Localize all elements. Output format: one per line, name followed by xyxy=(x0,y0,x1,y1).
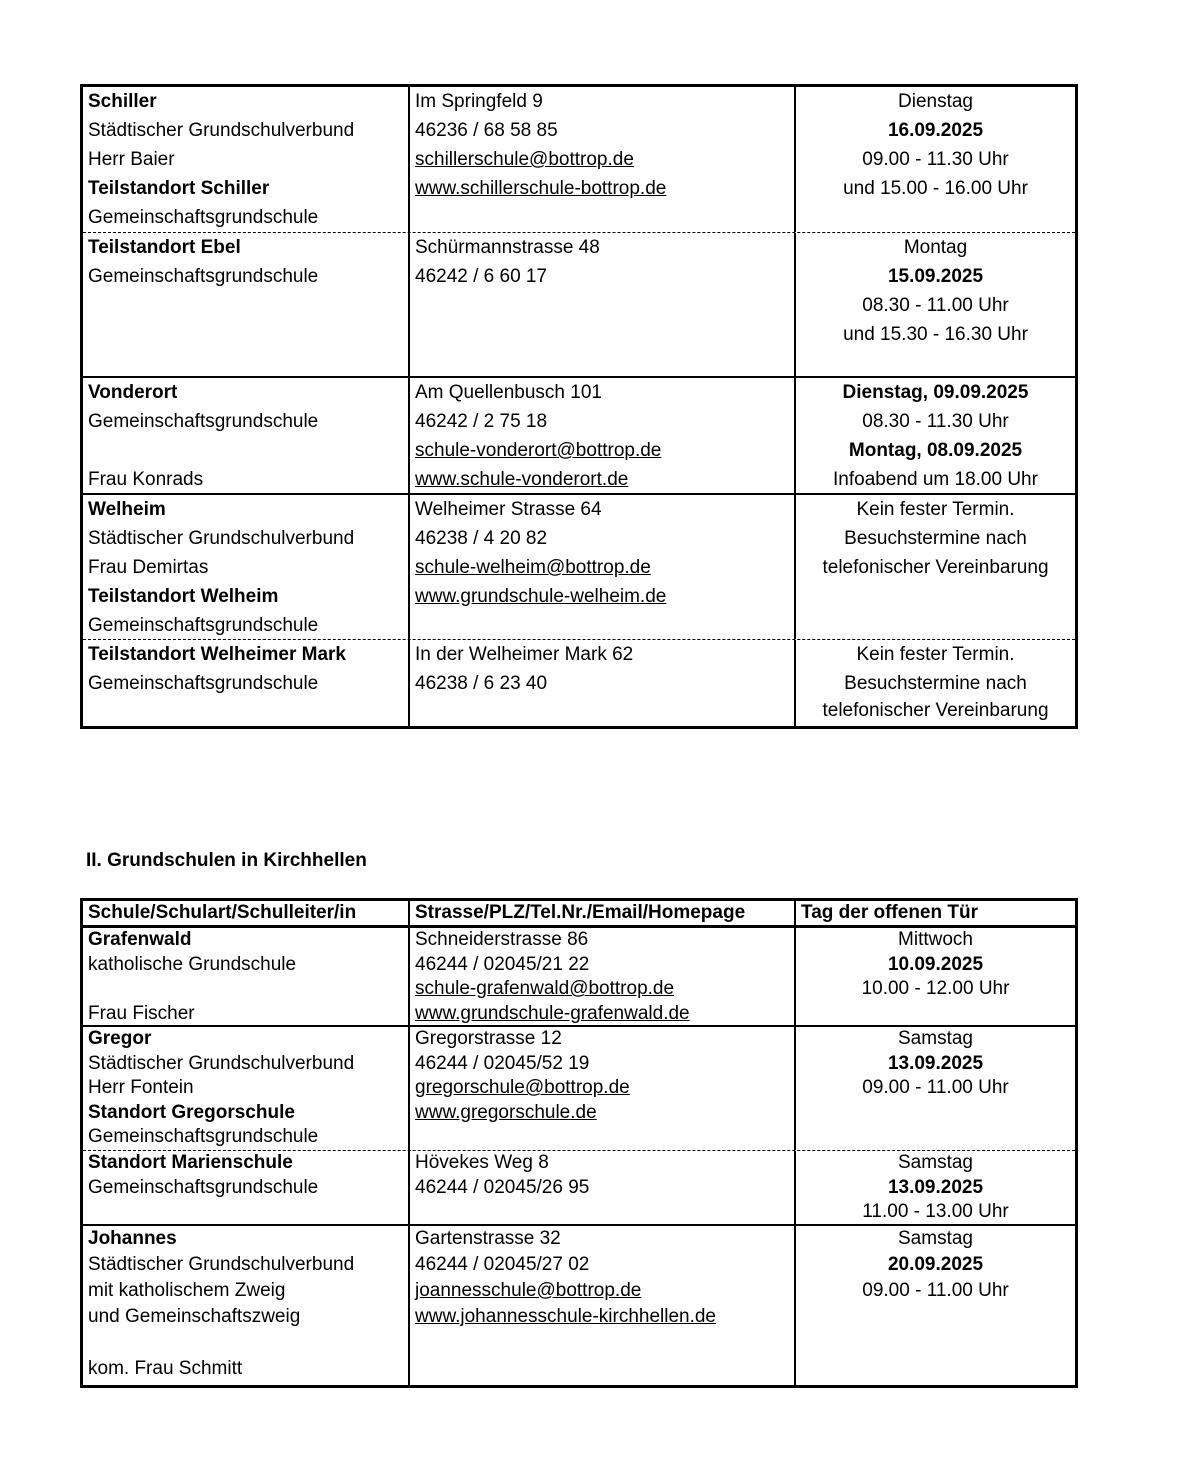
homepage-link[interactable]: www.schillerschule-bottrop.de xyxy=(415,178,667,199)
postal-phone: 46244 / 02045/26 95 xyxy=(415,1176,590,1198)
site-type: Gemeinschaftsgrundschule xyxy=(88,1176,319,1198)
time-extra: und 15.00 - 16.00 Uhr xyxy=(843,178,1028,199)
school-type: Städtischer Grundschulverbund xyxy=(88,120,355,141)
street: Gartenstrasse 32 xyxy=(415,1228,561,1249)
note: Kein fester Termin. xyxy=(856,499,1015,520)
school-name: Schiller xyxy=(88,91,157,112)
email-link[interactable]: gregorschule@bottrop.de xyxy=(415,1077,630,1099)
time: 08.30 - 11.00 Uhr xyxy=(862,295,1009,316)
table-header xyxy=(83,901,1075,928)
address-cell xyxy=(410,378,796,493)
email-link[interactable]: schule-grafenwald@bottrop.de xyxy=(415,978,675,1000)
address-cell xyxy=(410,495,796,639)
time: 09.00 - 11.00 Uhr xyxy=(862,1280,1009,1301)
postal-phone: 46236 / 68 58 85 xyxy=(415,120,558,141)
time-extra: und 15.30 - 16.30 Uhr xyxy=(843,324,1028,345)
site-type: Gemeinschaftsgrundschule xyxy=(88,673,319,694)
time: 11.00 - 13.00 Uhr xyxy=(862,1201,1009,1223)
school-type: Städtischer Grundschulverbund xyxy=(88,528,355,549)
site-type: Gemeinschaftsgrundschule xyxy=(88,615,319,636)
open-day-cell xyxy=(796,87,1075,232)
table-row xyxy=(83,640,1075,726)
blank-line xyxy=(88,436,403,465)
site-name: Teilstandort Schiller xyxy=(88,178,270,199)
school-head: Herr Fontein xyxy=(88,1077,194,1099)
site-name: Teilstandort Ebel xyxy=(88,237,241,258)
blank-line xyxy=(88,1330,403,1356)
postal-phone: 46238 / 4 20 82 xyxy=(415,528,548,549)
open-day-cell xyxy=(796,1027,1075,1150)
header-school: Schule/Schulart/Schulleiter/in xyxy=(88,902,357,923)
site-type: Gemeinschaftsgrundschule xyxy=(88,266,319,287)
date: 15.09.2025 xyxy=(887,266,984,287)
section-heading: II. Grundschulen in Kirchhellen xyxy=(86,850,367,871)
street: In der Welheimer Mark 62 xyxy=(415,644,634,665)
school-name: Gregor xyxy=(88,1028,152,1049)
site-name: Teilstandort Welheim xyxy=(88,586,279,607)
note: Besuchstermine nach xyxy=(844,673,1027,694)
school-head: Herr Baier xyxy=(88,149,175,170)
school-type: Gemeinschaftsgrundschule xyxy=(88,411,319,432)
weekday: Samstag xyxy=(898,1028,973,1049)
table-row xyxy=(83,1226,1075,1385)
school-cell xyxy=(83,1027,410,1150)
header-address: Strasse/PLZ/Tel.Nr./Email/Homepage xyxy=(415,902,746,923)
homepage-link[interactable]: www.grundschule-welheim.de xyxy=(415,586,667,607)
weekday: Samstag xyxy=(898,1152,973,1173)
open-day-cell xyxy=(796,378,1075,493)
table-row xyxy=(83,928,1075,1027)
open-day-cell xyxy=(796,495,1075,639)
address-cell xyxy=(410,233,796,376)
school-table-kirchhellen xyxy=(80,898,1078,1388)
school-cell xyxy=(83,378,410,493)
note: telefonischer Vereinbarung xyxy=(822,557,1049,578)
postal-phone: 46244 / 02045/21 22 xyxy=(415,953,590,975)
address-cell xyxy=(410,1226,796,1385)
site-type: Gemeinschaftsgrundschule xyxy=(88,1126,319,1148)
date: 20.09.2025 xyxy=(887,1254,984,1275)
note: telefonischer Vereinbarung xyxy=(822,700,1049,721)
table-row xyxy=(83,495,1075,640)
date: 13.09.2025 xyxy=(887,1176,984,1198)
school-name: Welheim xyxy=(88,499,166,520)
school-name: Johannes xyxy=(88,1228,177,1249)
address-cell xyxy=(410,1151,796,1224)
school-table-bottrop xyxy=(80,84,1078,729)
school-head: kom. Frau Schmitt xyxy=(88,1358,243,1379)
site-name: Standort Gregorschule xyxy=(88,1101,295,1123)
date: 10.09.2025 xyxy=(887,953,984,975)
school-cell xyxy=(83,928,410,1025)
table-row xyxy=(83,1027,1075,1151)
address-cell xyxy=(410,87,796,232)
school-type: Städtischer Grundschulverbund xyxy=(88,1052,355,1074)
open-day-cell xyxy=(796,233,1075,376)
address-cell xyxy=(410,1027,796,1150)
school-branch: und Gemeinschaftszweig xyxy=(88,1306,301,1327)
homepage-link[interactable]: www.grundschule-grafenwald.de xyxy=(415,1002,690,1024)
school-cell xyxy=(83,495,410,639)
info-date: Montag, 08.09.2025 xyxy=(848,440,1023,461)
postal-phone: 46244 / 02045/27 02 xyxy=(415,1254,590,1275)
school-head: Frau Fischer xyxy=(88,1002,195,1024)
table-row xyxy=(83,87,1075,233)
school-type: Städtischer Grundschulverbund xyxy=(88,1254,355,1275)
open-day-cell xyxy=(796,1151,1075,1224)
homepage-link[interactable]: www.gregorschule.de xyxy=(415,1101,597,1123)
weekday: Samstag xyxy=(898,1228,973,1249)
street: Schürmannstrasse 48 xyxy=(415,237,600,258)
street: Gregorstrasse 12 xyxy=(415,1028,562,1049)
date: Dienstag, 09.09.2025 xyxy=(842,382,1029,403)
postal-phone: 46242 / 6 60 17 xyxy=(415,266,548,287)
homepage-link[interactable]: www.johannesschule-kirchhellen.de xyxy=(415,1306,717,1327)
time: 09.00 - 11.30 Uhr xyxy=(862,149,1009,170)
open-day-cell xyxy=(796,928,1075,1025)
header-open-day: Tag der offenen Tür xyxy=(801,902,978,923)
street: Hövekes Weg 8 xyxy=(415,1152,549,1173)
site-name: Teilstandort Welheimer Mark xyxy=(88,644,346,665)
school-head: Frau Konrads xyxy=(88,469,204,490)
time: 10.00 - 12.00 Uhr xyxy=(861,978,1010,1000)
note: Kein fester Termin. xyxy=(856,644,1015,665)
school-name: Vonderort xyxy=(88,382,178,403)
school-cell xyxy=(83,1151,410,1224)
school-name: Grafenwald xyxy=(88,929,192,950)
email-link[interactable]: schillerschule@bottrop.de xyxy=(415,149,634,170)
blank-line xyxy=(88,977,403,1002)
address-cell xyxy=(410,640,796,726)
weekday: Dienstag xyxy=(898,91,973,112)
info-time: Infoabend um 18.00 Uhr xyxy=(833,469,1038,490)
table-row xyxy=(83,378,1075,495)
street: Welheimer Strasse 64 xyxy=(415,499,602,520)
homepage-link[interactable]: www.schule-vonderort.de xyxy=(415,469,629,490)
weekday: Montag xyxy=(903,237,968,258)
street: Am Quellenbusch 101 xyxy=(415,382,602,403)
site-name: Standort Marienschule xyxy=(88,1152,293,1173)
school-cell xyxy=(83,233,410,376)
open-day-cell xyxy=(796,1226,1075,1385)
postal-phone: 46242 / 2 75 18 xyxy=(415,411,548,432)
weekday: Mittwoch xyxy=(898,929,973,950)
time: 08.30 - 11.30 Uhr xyxy=(862,411,1009,432)
school-cell xyxy=(83,640,410,726)
postal-phone: 46238 / 6 23 40 xyxy=(415,673,548,694)
school-cell xyxy=(83,1226,410,1385)
school-cell xyxy=(83,87,410,232)
site-type: Gemeinschaftsgrundschule xyxy=(88,207,319,228)
street: Im Springfeld 9 xyxy=(415,91,543,112)
date: 16.09.2025 xyxy=(887,120,984,141)
school-head: Frau Demirtas xyxy=(88,557,209,578)
school-type: katholische Grundschule xyxy=(88,953,297,975)
street: Schneiderstrasse 86 xyxy=(415,929,589,950)
school-branch: mit katholischem Zweig xyxy=(88,1280,286,1301)
note: Besuchstermine nach xyxy=(844,528,1027,549)
time: 09.00 - 11.00 Uhr xyxy=(862,1077,1009,1099)
table-row xyxy=(83,233,1075,378)
table-row xyxy=(83,1151,1075,1226)
email-link[interactable]: schule-welheim@bottrop.de xyxy=(415,557,651,578)
email-link[interactable]: joannesschule@bottrop.de xyxy=(415,1280,642,1301)
email-link[interactable]: schule-vonderort@bottrop.de xyxy=(415,440,662,461)
address-cell xyxy=(410,928,796,1025)
postal-phone: 46244 / 02045/52 19 xyxy=(415,1052,590,1074)
open-day-cell xyxy=(796,640,1075,726)
date: 13.09.2025 xyxy=(887,1052,984,1074)
